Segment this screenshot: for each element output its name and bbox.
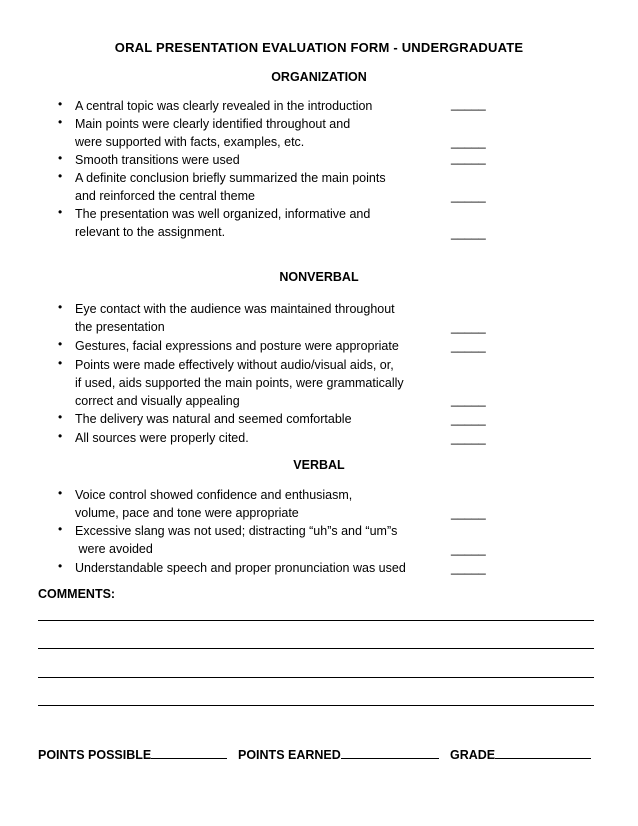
bullet-icon: • — [58, 429, 63, 443]
bullet-icon: • — [58, 337, 63, 351]
bullet-icon: • — [58, 115, 63, 129]
bullet-icon: • — [58, 522, 63, 536]
criterion-text: Gestures, facial expressions and posture were appropriate — [75, 339, 399, 353]
bullet-icon: • — [58, 559, 63, 573]
criterion-text: The delivery was natural and seemed comfortable — [75, 412, 352, 426]
criterion-text: Voice control showed confidence and enthusiasm, volume, pace and tone were appropriate — [75, 488, 353, 520]
criterion-text: Points were made effectively without audio/visual aids, or, if used, aids supported the main points, were grammatically correct and visually appealing — [75, 358, 404, 408]
grade-field — [450, 746, 591, 762]
score-blank[interactable]: _____ — [451, 542, 486, 556]
comments-label: COMMENTS: — [38, 587, 116, 601]
criterion-text: Eye contact with the audience was maintained throughout the presentation — [75, 302, 395, 334]
score-blank[interactable]: _____ — [451, 412, 486, 426]
bullet-icon: • — [58, 410, 63, 424]
points-possible-blank[interactable] — [151, 746, 227, 759]
section-heading-nonverbal: NONVERBAL — [279, 270, 359, 284]
bullet-icon: • — [58, 356, 63, 370]
criterion-text: Main points were clearly identified throughout and were supported with facts, examples, etc. — [75, 117, 351, 149]
points-earned-label: POINTS EARNED — [238, 748, 341, 762]
criterion-text: A central topic was clearly revealed in the introduction — [75, 99, 373, 113]
bullet-icon: • — [58, 169, 63, 183]
comment-line[interactable] — [38, 648, 594, 649]
score-blank[interactable]: _____ — [451, 151, 486, 165]
section-heading-organization: ORGANIZATION — [271, 70, 367, 84]
bullet-icon: • — [58, 300, 63, 314]
score-blank[interactable]: _____ — [451, 135, 486, 149]
comment-line[interactable] — [38, 677, 594, 678]
section-heading-verbal: VERBAL — [293, 458, 345, 472]
criterion-text: All sources were properly cited. — [75, 431, 249, 445]
score-blank[interactable]: _____ — [451, 506, 486, 520]
score-blank[interactable]: _____ — [451, 97, 486, 111]
grade-label: GRADE — [450, 748, 496, 762]
criterion-text: A definite conclusion briefly summarized the main points and reinforced the central theme — [75, 171, 386, 203]
score-blank[interactable]: _____ — [451, 393, 486, 407]
page-title: ORAL PRESENTATION EVALUATION FORM - UNDERGRADUATE — [114, 40, 524, 55]
bullet-icon: • — [58, 205, 63, 219]
points-possible-field — [38, 746, 227, 762]
score-blank[interactable]: _____ — [451, 561, 486, 575]
score-blank[interactable]: _____ — [451, 339, 486, 353]
criterion-text: Excessive slang was not used; distracting “uh”s and “um”s were avoided — [75, 524, 398, 556]
bullet-icon: • — [58, 486, 63, 500]
bullet-icon: • — [58, 97, 63, 111]
score-blank[interactable]: _____ — [451, 189, 486, 203]
points-earned-blank[interactable] — [341, 746, 439, 759]
points-earned-field — [238, 746, 439, 762]
criterion-text: The presentation was well organized, informative and relevant to the assignment. — [75, 207, 371, 239]
grade-blank[interactable] — [495, 746, 591, 759]
criterion-text: Smooth transitions were used — [75, 153, 240, 167]
comment-line[interactable] — [38, 705, 594, 706]
criterion-text: Understandable speech and proper pronunciation was used — [75, 561, 406, 575]
score-blank[interactable]: _____ — [451, 431, 486, 445]
points-possible-label: POINTS POSSIBLE — [38, 748, 152, 762]
bullet-icon: • — [58, 151, 63, 165]
score-blank[interactable]: _____ — [451, 226, 486, 240]
score-blank[interactable]: _____ — [451, 320, 486, 334]
comment-line[interactable] — [38, 620, 594, 621]
